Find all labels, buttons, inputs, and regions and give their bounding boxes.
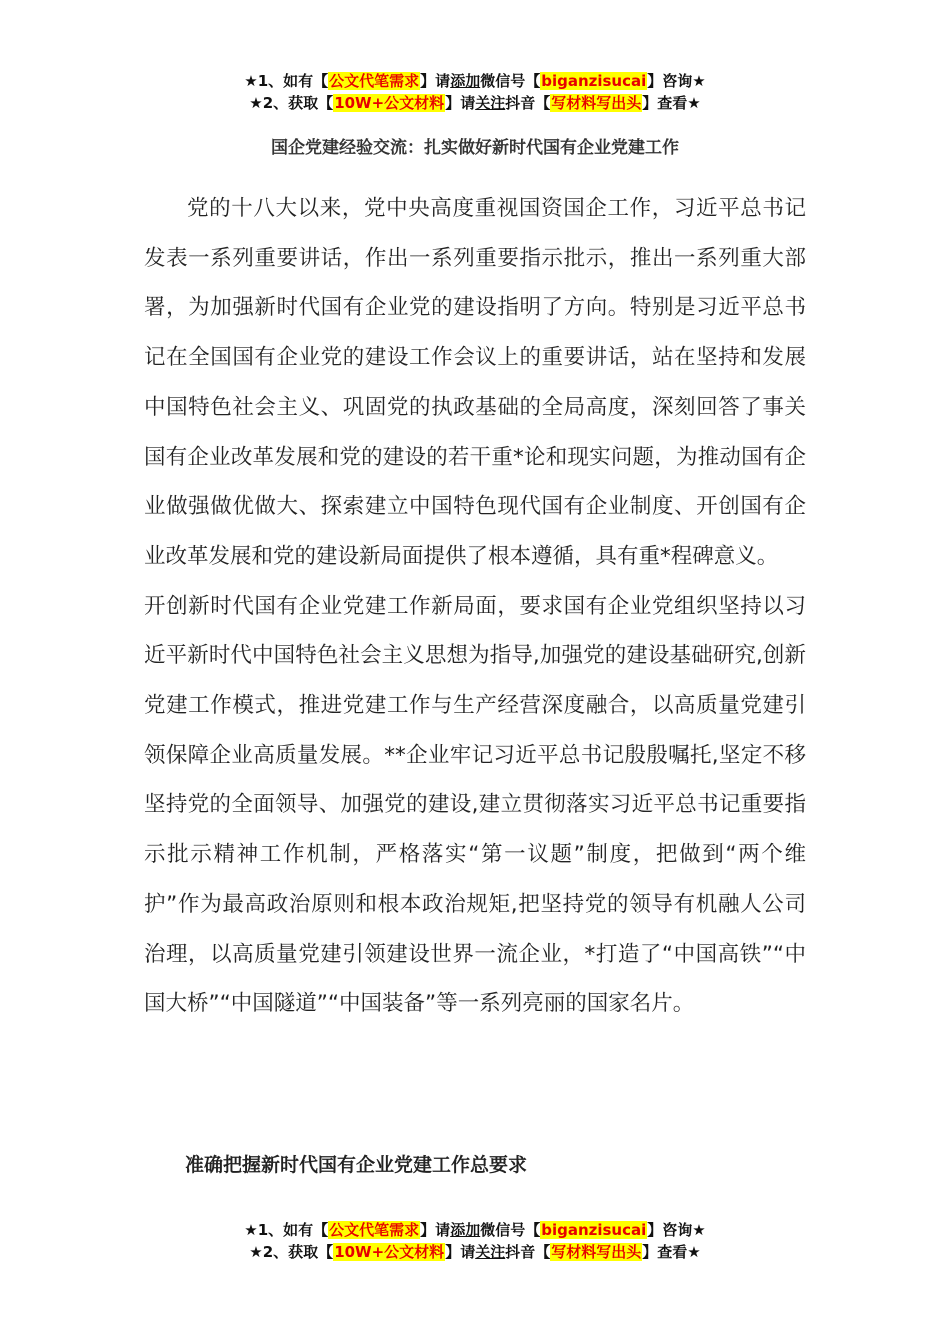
- promo-text: 微信号【: [480, 72, 541, 90]
- promo-line-1: [0, 70, 950, 92]
- promo-highlight: 写材料写出头: [551, 94, 642, 112]
- promo-highlight: biganzisucai: [541, 1221, 647, 1239]
- promo-highlight: 公文代笔需求: [329, 1221, 420, 1239]
- promo-underline: 添加: [450, 72, 481, 90]
- promo-line-2: [0, 1241, 950, 1263]
- promo-underline: 添加: [450, 1221, 481, 1239]
- promo-line-1: [0, 1219, 950, 1241]
- promo-text: ★2、获取【: [249, 94, 334, 112]
- promo-highlight: 公文代笔需求: [329, 72, 420, 90]
- promo-text: 】咨询★: [647, 1221, 706, 1239]
- promo-text: 】请: [445, 94, 476, 112]
- promo-underline: 关注: [475, 94, 506, 112]
- document-body: [144, 184, 806, 1029]
- section-heading: 准确把握新时代国有企业党建工作总要求: [185, 1154, 528, 1176]
- promo-text: 】查看★: [642, 1243, 701, 1261]
- promo-text: 微信号【: [480, 1221, 541, 1239]
- body-paragraph-1: 党的十八大以来，党中央高度重视国资国企工作，习近平总书记发表一系列重要讲话，作出一系列重要指示批示，推出一系列重大部署，为加强新时代国有企业党的建设指明了方向。特别是习近平总书记在全国国有企业党的建设工作会议上的重要讲话，站在坚持和发展中国特色社会主义、巩固党的执政基础的全局高度，深刻回答了事关国有企业改革发展和党的建设的若干重*论和现实问题，为推动国有企业做强做优做大、探索建立中国特色现代国有企业制度、开创国有企业改革发展和党的建设新局面提供了根本遵循，具有重*程碑意义。: [144, 196, 806, 569]
- promo-highlight: biganzisucai: [541, 72, 647, 90]
- document-title: 国企党建经验交流：扎实做好新时代国有企业党建工作: [271, 138, 679, 158]
- promo-highlight: 10W+公文材料: [334, 1243, 445, 1261]
- promo-text: ★1、如有【: [244, 72, 329, 90]
- promo-text: 】请: [420, 72, 451, 90]
- promo-highlight: 写材料写出头: [551, 1243, 642, 1261]
- promo-text: 抖音【: [505, 94, 551, 112]
- promo-text: ★2、获取【: [249, 1243, 334, 1261]
- promo-banner-top: [0, 70, 950, 114]
- promo-text: 抖音【: [505, 1243, 551, 1261]
- promo-highlight: 10W+公文材料: [334, 94, 445, 112]
- promo-line-2: [0, 92, 950, 114]
- body-paragraph-2: 开创新时代国有企业党建工作新局面，要求国有企业党组织坚持以习近平新时代中国特色社会主义思想为指导,加强党的建设基础研究,创新党建工作模式，推进党建工作与生产经营深度融合，以高质量党建引领保障企业高质量发展。**企业牢记习近平总书记殷殷嘱托,坚定不移坚持党的全面领导、加强党的建设,建立贯彻落实习近平总书记重要指示批示精神工作机制，严格落实“第一议题”制度，把做到“两个维护”作为最高政治原则和根本政治规矩,把坚持党的领导有机融人公司治理，以高质量党建引领建设世界一流企业，*打造了“中国高铁”“中国大桥”“中国隧道”“中国装备”等一系列亮丽的国家名片。: [144, 593, 806, 1017]
- promo-text: ★1、如有【: [244, 1221, 329, 1239]
- promo-text: 】请: [445, 1243, 476, 1261]
- promo-text: 】请: [420, 1221, 451, 1239]
- promo-underline: 关注: [475, 1243, 506, 1261]
- promo-text: 】咨询★: [647, 72, 706, 90]
- promo-banner-bottom: [0, 1219, 950, 1263]
- promo-text: 】查看★: [642, 94, 701, 112]
